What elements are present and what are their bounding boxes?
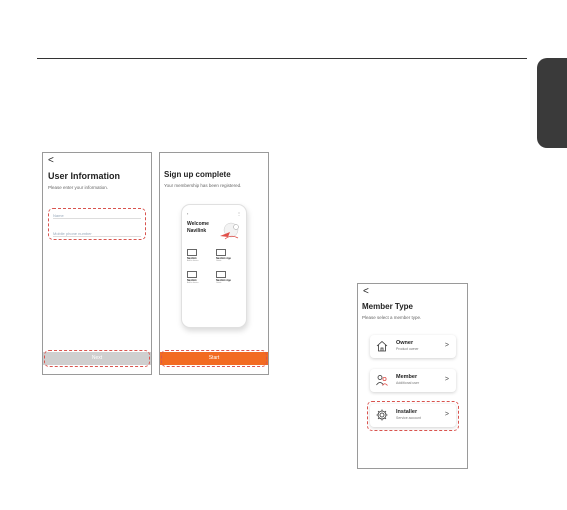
option-title: Member <box>396 374 418 380</box>
device-icon <box>187 249 197 256</box>
mini-card <box>216 271 238 284</box>
mini-card <box>216 249 238 262</box>
guide-icon <box>216 271 226 278</box>
start-button-highlight <box>161 350 267 367</box>
welcome-text: Welcome <box>187 221 209 227</box>
option-sub: Service account <box>396 416 421 420</box>
option-sub: Additional user <box>396 381 420 385</box>
section-tab <box>537 58 567 148</box>
chevron-right-icon: > <box>444 411 449 418</box>
page-subtitle: Your membership has been registered. <box>164 183 242 188</box>
page-subtitle: Please select a member type. <box>362 315 422 320</box>
option-title: Owner <box>396 340 414 346</box>
screen-sign-up-complete <box>159 152 269 375</box>
member-type-member[interactable] <box>370 369 456 392</box>
page-title: User Information <box>48 171 121 181</box>
installer-highlight <box>367 401 459 431</box>
device-icon <box>187 271 197 278</box>
mini-card-sub: Add a device <box>187 260 199 262</box>
next-button[interactable]: Next <box>43 352 151 365</box>
mini-card-title: Navilink App <box>216 257 232 260</box>
mini-card <box>187 249 209 262</box>
guide-icon <box>216 249 226 256</box>
chevron-right-icon: > <box>444 376 449 383</box>
mini-card-sub: Guide <box>216 282 222 284</box>
mini-card-title: Navilink <box>187 279 197 282</box>
mini-card-sub: Guide <box>216 260 222 262</box>
next-button-highlight <box>44 350 150 367</box>
back-button[interactable]: < <box>48 155 54 166</box>
start-button[interactable]: Start <box>160 352 268 365</box>
page-title: Sign up complete <box>164 170 231 179</box>
welcome-illustration-icon <box>216 220 242 242</box>
header-rule <box>37 58 527 59</box>
house-icon <box>375 339 389 353</box>
phone-number-field[interactable]: Mobile phone number <box>53 231 141 237</box>
member-type-owner[interactable] <box>370 335 456 358</box>
option-sub: Product owner <box>396 347 419 351</box>
chevron-right-icon: > <box>444 342 449 349</box>
screen-user-information <box>42 152 152 375</box>
option-title: Installer <box>396 409 418 415</box>
welcome-name: Navilink <box>187 228 207 234</box>
mini-back-icon: ‹ <box>187 211 189 216</box>
people-icon <box>375 373 389 387</box>
page-title: Member Type <box>362 302 413 311</box>
screen-member-type <box>357 283 468 469</box>
input-highlight <box>48 208 146 240</box>
mini-card-title: Navilink App <box>216 279 232 282</box>
back-button[interactable]: < <box>363 286 369 297</box>
mini-menu-icon: ⋮ <box>237 211 241 216</box>
name-field[interactable]: Name <box>53 213 141 219</box>
app-preview-illustration <box>181 204 247 328</box>
page-subtitle: Please enter your information. <box>48 185 109 190</box>
mini-card-title: Navilink <box>187 257 197 260</box>
mini-card <box>187 271 209 284</box>
mini-card-sub: Add a device <box>187 282 199 284</box>
